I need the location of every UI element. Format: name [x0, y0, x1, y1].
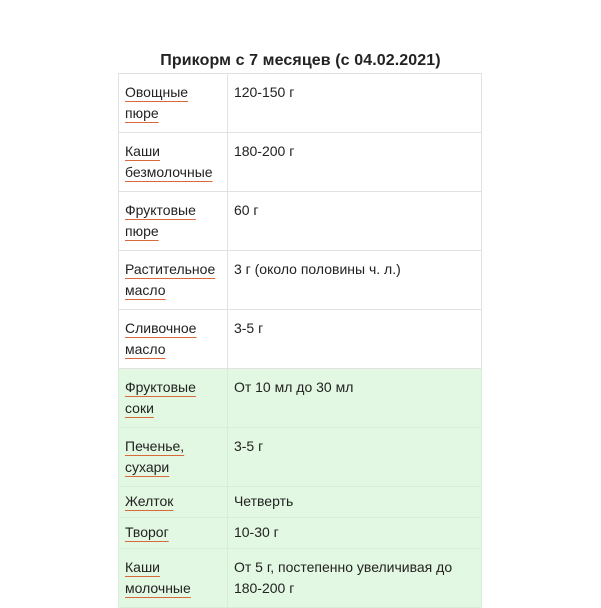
amount-cell: 3-5 г — [227, 310, 481, 369]
food-link[interactable]: Каши — [125, 143, 160, 159]
food-name-cell — [119, 369, 228, 428]
table-row — [119, 369, 482, 428]
amount-cell — [227, 549, 481, 608]
food-name-cell — [119, 310, 228, 369]
food-link[interactable]: молочные — [125, 580, 191, 596]
food-link[interactable]: Растительное — [125, 261, 216, 277]
table-row — [119, 487, 482, 518]
amount-cell: 3-5 г — [227, 428, 481, 487]
food-link[interactable]: Печенье, — [125, 438, 185, 454]
food-link[interactable]: Фруктовые — [125, 379, 196, 395]
food-link[interactable]: Сливочное — [125, 320, 197, 336]
amount-cell: 120-150 г — [227, 74, 481, 133]
table-row — [119, 251, 482, 310]
table-row — [119, 549, 482, 608]
feeding-table — [118, 73, 482, 608]
food-link[interactable]: Овощные — [125, 84, 189, 100]
table-row — [119, 518, 482, 549]
food-link[interactable]: масло — [125, 282, 166, 298]
food-name-cell — [119, 74, 228, 133]
amount-cell: 10-30 г — [227, 518, 481, 549]
food-link[interactable]: Желток — [125, 493, 174, 509]
amount-cell: Четверть — [227, 487, 481, 518]
amount-cell: 180-200 г — [227, 133, 481, 192]
food-link[interactable]: Фруктовые — [125, 202, 196, 218]
food-link[interactable]: пюре — [125, 105, 159, 121]
food-name-cell — [119, 133, 228, 192]
food-link[interactable]: соки — [125, 400, 154, 416]
food-name-cell — [119, 428, 228, 487]
food-name-cell — [119, 487, 228, 518]
table-row — [119, 310, 482, 369]
food-link[interactable]: Творог — [125, 524, 169, 540]
food-link[interactable]: Каши — [125, 559, 160, 575]
table-row — [119, 192, 482, 251]
amount-cell: 60 г — [227, 192, 481, 251]
food-name-cell — [119, 518, 228, 549]
table-row — [119, 74, 482, 133]
food-link[interactable]: безмолочные — [125, 164, 213, 180]
food-link[interactable]: масло — [125, 341, 166, 357]
table-row — [119, 428, 482, 487]
table-caption: Прикорм с 7 месяцев (с 04.02.2021) — [160, 52, 441, 69]
food-name-cell — [119, 251, 228, 310]
food-name-cell — [119, 549, 228, 608]
food-link[interactable]: пюре — [125, 223, 159, 239]
amount-text: От 5 г, постепенно увеличивая до — [233, 559, 453, 575]
amount-cell: От 10 мл до 30 мл — [227, 369, 481, 428]
table-row — [119, 133, 482, 192]
food-name-cell — [119, 192, 228, 251]
food-link[interactable]: сухари — [125, 459, 170, 475]
amount-text: 180-200 г — [233, 580, 295, 596]
amount-cell: 3 г (около половины ч. л.) — [227, 251, 481, 310]
